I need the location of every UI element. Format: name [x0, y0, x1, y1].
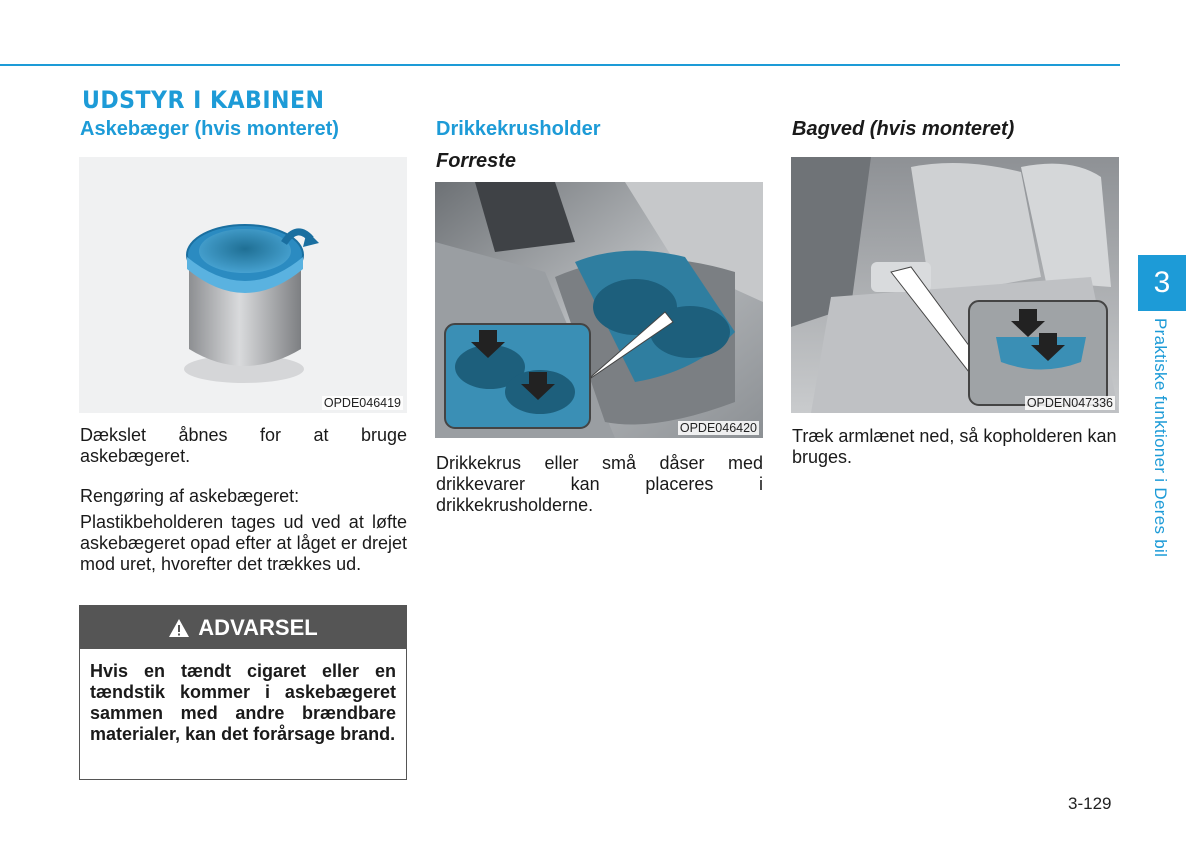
- warning-text: Hvis en tændt cigaret eller en tændstik kommer i askebægeret sammen med andre brændbare materialer, kan det forårsage brand.: [90, 661, 396, 744]
- warning-box: [79, 605, 407, 780]
- section-title: UDSTYR I KABINEN: [82, 86, 325, 114]
- rear-cupholder-illustration: [791, 157, 1119, 413]
- chapter-title: Praktiske funktioner i Deres bil: [1151, 318, 1170, 558]
- front-cupholder-figure: [435, 182, 763, 438]
- warning-title: ADVARSEL: [198, 614, 318, 640]
- warning-header: [80, 606, 406, 649]
- ashtray-cleaning-label: Rengøring af askebægeret:: [80, 486, 300, 506]
- ashtray-cleaning-text: Plastikbeholderen tages ud ved at løfte askebægeret opad efter at låget er drejet mod uret, hvorefter det trækkes ud.: [80, 512, 407, 574]
- warning-triangle-icon: [168, 618, 190, 638]
- header-rule: [0, 64, 1120, 66]
- cupholder-heading: Drikkekrusholder: [436, 118, 601, 140]
- front-subheading: Forreste: [436, 150, 517, 172]
- rear-heading: Bagved (hvis monteret): [792, 118, 1015, 140]
- front-cupholder-figure-code: OPDE046420: [679, 421, 757, 435]
- ashtray-open-text: Dækslet åbnes for at bruge askebægeret.: [80, 425, 407, 466]
- ashtray-heading: Askebæger (hvis monteret): [80, 118, 339, 140]
- chapter-tab: 3: [1138, 255, 1186, 311]
- ashtray-figure-code: OPDE046419: [323, 396, 401, 410]
- rear-cupholder-figure: [791, 157, 1119, 413]
- front-cupholder-illustration: [435, 182, 763, 438]
- rear-cupholder-figure-code: OPDEN047336: [1026, 396, 1113, 410]
- rear-cupholder-text: Træk armlænet ned, så kopholderen kan bruges.: [792, 426, 1117, 467]
- page-number: 3-129: [1068, 794, 1112, 813]
- front-cupholder-text: Drikkekrus eller små dåser med drikkevarer kan placeres i drikkekrusholderne.: [436, 453, 763, 515]
- ashtray-illustration: [79, 157, 407, 413]
- ashtray-figure: [79, 157, 407, 413]
